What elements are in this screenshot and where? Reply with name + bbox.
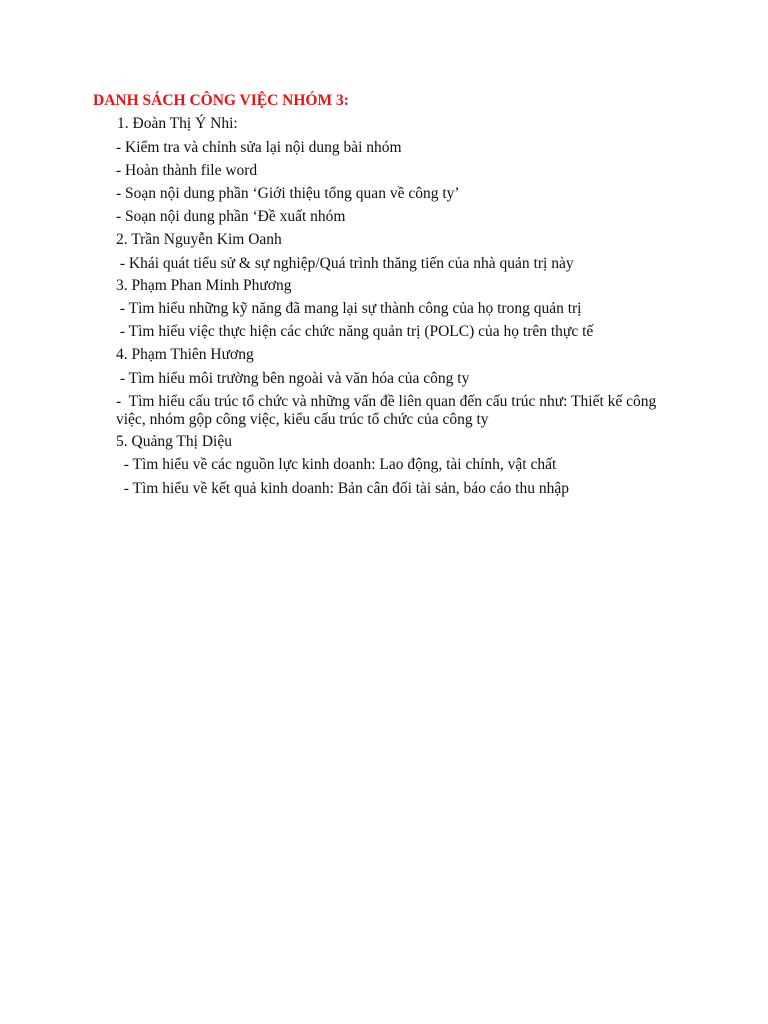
task-line: - Soạn nội dung phần ‘Đề xuất nhóm xyxy=(116,208,346,225)
task-line: - Tìm hiểu môi trường bên ngoài và văn hóa của công ty xyxy=(116,370,470,387)
task-line: - Kiểm tra và chỉnh sửa lại nội dung bài nhóm xyxy=(116,139,402,156)
member-1-heading: 1. Đoàn Thị Ý Nhi: xyxy=(117,115,238,132)
document-title: DANH SÁCH CÔNG VIỆC NHÓM 3: xyxy=(93,92,349,109)
task-line: - Soạn nội dung phần ‘Giới thiệu tổng quan về công ty’ xyxy=(116,185,460,202)
task-line: - Khái quát tiểu sử & sự nghiệp/Quá trình thăng tiến của nhà quản trị này xyxy=(116,255,574,272)
task-line: - Tìm hiểu việc thực hiện các chức năng quản trị (POLC) của họ trên thực tế xyxy=(116,323,594,340)
member-2-heading: 2. Trần Nguyễn Kim Oanh xyxy=(116,231,282,248)
task-line: - Tìm hiểu về các nguồn lực kinh doanh: Lao động, tài chính, vật chất xyxy=(116,456,557,473)
task-line: - Hoàn thành file word xyxy=(116,162,258,179)
task-line-wrapped: - Tìm hiểu cấu trúc tổ chức và những vấn đề liên quan đến cấu trúc như: Thiết kế công việc, nhóm gộp công việc, kiểu cấu trúc tổ chức của công ty xyxy=(116,393,661,428)
task-line: - Tìm hiểu những kỹ năng đã mang lại sự thành công của họ trong quản trị xyxy=(116,300,582,317)
task-line: - Tìm hiểu về kết quả kinh doanh: Bản cân đối tài sản, báo cáo thu nhập xyxy=(116,480,569,497)
member-3-heading: 3. Phạm Phan Minh Phương xyxy=(116,277,292,294)
member-4-heading: 4. Phạm Thiên Hương xyxy=(116,346,254,363)
member-5-heading: 5. Quảng Thị Diệu xyxy=(116,433,232,450)
